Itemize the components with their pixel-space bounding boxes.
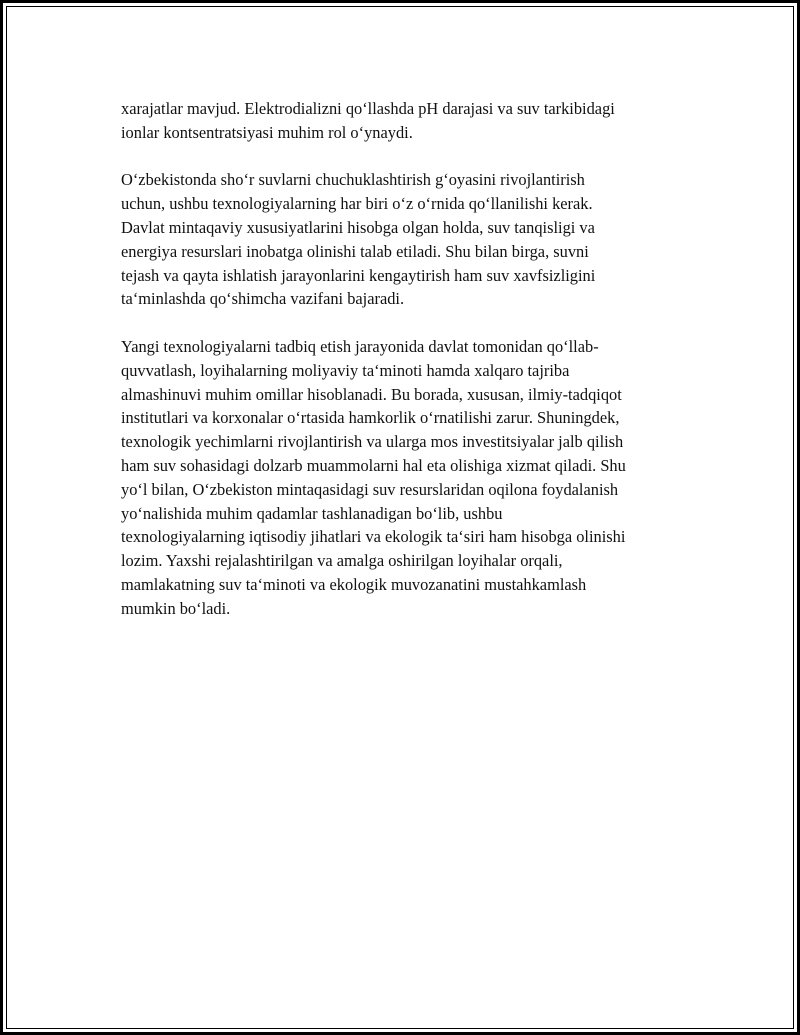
text-line: energiya resurslari inobatga olinishi talab etiladi. Shu bilan birga, suvni (121, 241, 589, 261)
text-line: O‘zbekistonda sho‘r suvlarni chuchuklashtirish g‘oyasini rivojlantirish (121, 170, 585, 190)
text-line: uchun, ushbu texnologiyalarning har biri o‘z o‘rnida qo‘llanilishi kerak. (121, 194, 593, 214)
text-line: quvvatlash, loyihalarning moliyaviy ta‘minoti hamda xalqaro tajriba (121, 360, 570, 380)
text-line: mumkin bo‘ladi. (121, 598, 231, 618)
text-line: Yangi texnologiyalarni tadbiq etish jarayonida davlat tomonidan qo‘llab- (121, 336, 599, 356)
text-line: mamlakatning suv ta‘minoti va ekologik muvozanatini mustahkamlash (121, 574, 587, 594)
text-line: ionlar kontsentratsiyasi muhim rol o‘ynaydi. (121, 122, 413, 142)
text-line: ham suv sohasidagi dolzarb muammolarni hal eta olishiga xizmat qiladi. Shu (121, 455, 626, 475)
text-line: yo‘l bilan, O‘zbekiston mintaqasidagi suv resurslaridan oqilona foydalanish (121, 479, 619, 499)
text-line: texnologiyalarning iqtisodiy jihatlari va ekologik ta‘siri ham hisobga olinishi (121, 527, 626, 547)
text-line: texnologik yechimlarni rivojlantirish va ularga mos investitsiyalar jalb qilish (121, 432, 624, 452)
text-line: ta‘minlashda qo‘shimcha vazifani bajaradi. (121, 289, 405, 309)
text-line: lozim. Yaxshi rejalashtirilgan va amalga oshirilgan loyihalar orqali, (121, 551, 563, 571)
document-body (121, 97, 691, 644)
text-line: institutlari va korxonalar o‘rtasida hamkorlik o‘rnatilishi zarur. Shuningdek, (121, 408, 620, 428)
paragraph-2 (121, 168, 691, 311)
text-line: almashinuvi muhim omillar hisoblanadi. Bu borada, xususan, ilmiy-tadqiqot (121, 384, 622, 404)
text-line: Davlat mintaqaviy xususiyatlarini hisobga olgan holda, suv tanqisligi va (121, 217, 595, 237)
paragraph-1 (121, 97, 691, 145)
paragraph-3 (121, 335, 691, 621)
text-line: tejash va qayta ishlatish jarayonlarini kengaytirish ham suv xavfsizligini (121, 265, 596, 285)
text-line: yo‘nalishida muhim qadamlar tashlanadigan bo‘lib, ushbu (121, 503, 503, 523)
text-line: xarajatlar mavjud. Elektrodializni qo‘llashda pH darajasi va suv tarkibidagi (121, 99, 615, 118)
